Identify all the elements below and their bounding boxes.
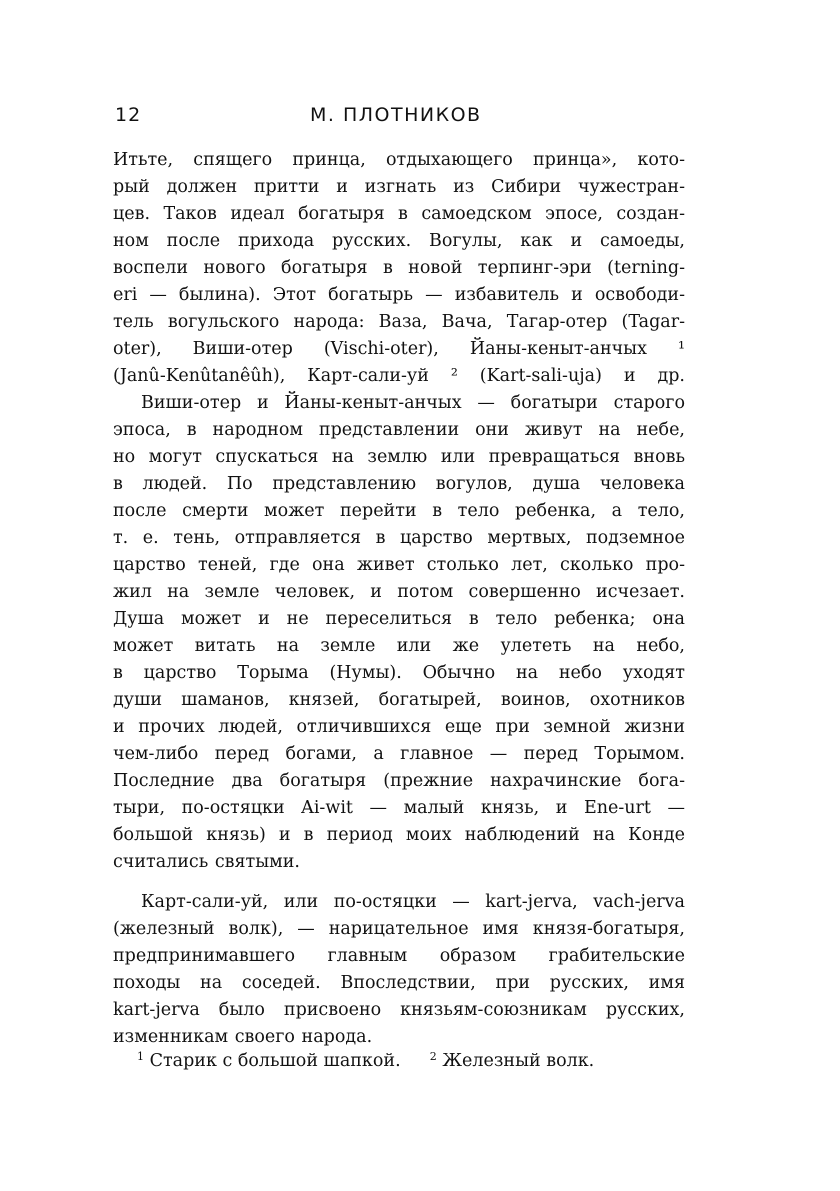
page-header — [113, 104, 685, 132]
text-line: Последние два богатыря (прежние нахрачинские бога- — [113, 771, 685, 791]
text-line: изменникам своего народа. — [113, 1027, 373, 1047]
text-line: Карт-сали-уй, или по-остяцки — kart-jerva, vach-jerva — [141, 892, 685, 912]
paragraph — [113, 147, 685, 390]
text-line: но могут спускаться на землю или превращаться вновь — [113, 447, 685, 467]
book-page — [113, 0, 685, 1191]
text-line: после смерти может перейти в тело ребенка, а тело, — [113, 501, 685, 521]
body-text — [113, 147, 685, 1051]
text-line: тыри, по-остяцки Ai-wit — малый князь, и Ene-urt — — [113, 798, 685, 818]
text-line: цев. Таков идеал богатыря в самоедском эпосе, создан- — [113, 204, 685, 224]
paragraph — [113, 889, 685, 1051]
text-line: рый должен притти и изгнать из Сибири чужестран- — [113, 177, 685, 197]
text-line: (Janû-Kenûtanêûh), Карт-сали-уй ² (Kart-sali-uja) и др. — [113, 366, 685, 386]
footnote-text: Железный волк. — [442, 1051, 595, 1071]
footnote-mark: 1 — [137, 1050, 144, 1063]
text-line: может витать на земле или же улететь на небо, — [113, 636, 685, 656]
text-line: Виши-отер и Йаны-кеныт-анчых — богатыри старого — [141, 393, 685, 413]
footnotes — [137, 1048, 685, 1075]
page-number: 12 — [115, 104, 142, 126]
text-line: Душа может и не переселиться в тело ребенка; она — [113, 609, 685, 629]
text-line: Итьте, спящего принца, отдыхающего принца», кото- — [113, 150, 685, 170]
text-line: тель вогульского народа: Ваза, Вача, Тагар-отер (Tagar- — [113, 312, 685, 332]
text-line: чем-либо перед богами, а главное — перед Торымом. — [113, 744, 685, 764]
text-line: считались святыми. — [113, 852, 300, 872]
paragraph-gap — [113, 876, 685, 889]
text-line: в царство Торыма (Нумы). Обычно на небо уходят — [113, 663, 685, 683]
text-line: и прочих людей, отличившихся еще при земной жизни — [113, 717, 685, 737]
text-line: (железный волк), — нарицательное имя князя-богатыря, — [113, 919, 685, 939]
text-line: oter), Виши-отер (Vischi-oter), Йаны-кеныт-анчых ¹ — [113, 339, 685, 359]
footnote-mark: 2 — [429, 1050, 437, 1063]
footnote-text: Старик с большой шапкой. — [149, 1051, 401, 1071]
text-line: kart-jerva было присвоено князьям-союзникам русских, — [113, 1000, 685, 1020]
text-line: души шаманов, князей, богатырей, воинов, охотников — [113, 690, 685, 710]
text-line: походы на соседей. Впоследствии, при русских, имя — [113, 973, 685, 993]
text-line: царство теней, где она живет столько лет, сколько про- — [113, 555, 685, 575]
text-line: eri — былина). Этот богатырь — избавитель и освободи- — [113, 285, 685, 305]
text-line: в людей. По представлению вогулов, душа человека — [113, 474, 685, 494]
text-line: воспели нового богатыря в новой терпинг-эри (terning- — [113, 258, 685, 278]
text-line: т. е. тень, отправляется в царство мертвых, подземное — [113, 528, 685, 548]
text-line: жил на земле человек, и потом совершенно исчезает. — [113, 582, 685, 602]
text-line: эпоса, в народном представлении они живут на небе, — [113, 420, 685, 440]
text-line: большой князь) и в период моих наблюдений на Конде — [113, 825, 685, 845]
running-head: М. ПЛОТНИКОВ — [310, 104, 482, 126]
paragraph — [113, 390, 685, 876]
text-line: ном после прихода русских. Вогулы, как и самоеды, — [113, 231, 685, 251]
text-line: предпринимавшего главным образом грабительские — [113, 946, 685, 966]
